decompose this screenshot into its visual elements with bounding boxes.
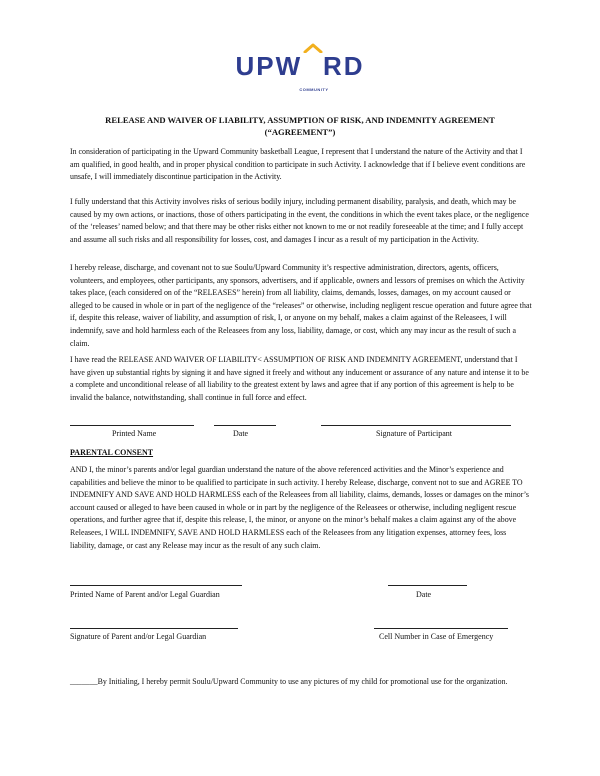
- logo-chevron-icon: [303, 43, 323, 53]
- emergency-cell-line[interactable]: [374, 628, 508, 629]
- printed-name-line[interactable]: [70, 425, 194, 426]
- title-line-2: (“AGREEMENT”): [264, 127, 336, 137]
- printed-name-caption: Printed Name: [112, 429, 157, 438]
- parental-consent-heading: PARENTAL CONSENT: [70, 448, 154, 457]
- participant-signature-caption: Signature of Participant: [376, 429, 452, 438]
- title-line-1: RELEASE AND WAIVER OF LIABILITY, ASSUMPTION OF RISK, AND INDEMNITY AGREEMENT: [105, 115, 495, 125]
- participant-signature-line[interactable]: [321, 425, 511, 426]
- guardian-date-caption: Date: [416, 590, 432, 599]
- paragraph-consideration: In consideration of participating in the Upward Community basketball League, I represent that I understand the nature of the Activity and that I am qualified, in good health, and in proper physical condition to participate in such Activity. I acknowledge that if I believe event conditions are unsafe, I will immediately discontinue participation in the Activity.: [70, 147, 526, 182]
- emergency-cell-caption: Cell Number in Case of Emergency: [379, 632, 494, 641]
- logo-subtitle: COMMUNITY: [299, 87, 329, 92]
- paragraph-acknowledgement: I have read the RELEASE AND WAIVER OF LIABILITY< ASSUMPTION OF RISK AND INDEMNITY AGREEMENT, understand that I have given up substantial rights by signing it and have signed it freely and without any inducement or assurance of any nature and intense it to be a complete and unconditional release of all liability to the greatest extent by laws and agree that if any portion of this agreement is help to be invalid the balance, notwithstanding, shall continue in full force and effect.: [70, 355, 529, 402]
- paragraph-parental-consent: AND I, the minor’s parents and/or legal guardian understand the nature of the above referenced activities and the Minor’s experience and capabilities and believe the minor to be qualified to participate in such activity. I hereby Release, discharge, convent not to sue and AGREE TO INDEMNIFY AND SAVE AND HOLD HARMLESS each of the Releasees from all liability, claims, demands, losses or damages on the minor’s account caused or alleged to have been caused in whole or in part by the negligence of the Releasees or otherwise, including negligent rescue operations, and further agree that if, despite this release, I, the minor, or anyone on the minor’s behalf makes a claim against any of the above Releasees, I WILL INDEMNIFY, SAVE AND HOLD HARMLESS each of the Releasees from any litigation expenses, attorney fees, loss liability, damage, or cast any Release may incur as the result of any such claim.: [70, 465, 529, 550]
- agreement-title: [70, 114, 530, 138]
- guardian-signature-caption: Signature of Parent and/or Legal Guardian: [70, 632, 207, 641]
- guardian-date-line[interactable]: [388, 585, 467, 586]
- guardian-printed-name-caption: Printed Name of Parent and/or Legal Guardian: [70, 590, 220, 599]
- guardian-signature-line[interactable]: [70, 628, 238, 629]
- guardian-printed-name-line[interactable]: [70, 585, 242, 586]
- date-line[interactable]: [214, 425, 276, 426]
- date-caption: Date: [233, 429, 249, 438]
- upward-logo: [0, 51, 600, 92]
- paragraph-photo-permission: _______By Initialing, I hereby permit Soulu/Upward Community to use any pictures of my child for promotional use for the organization.: [70, 677, 508, 686]
- paragraph-release: I hereby release, discharge, and covenant not to sue Soulu/Upward Community it’s respective administration, directors, agents, officers, volunteers, and employees, other participants, any sponsors, advertisers, and if applicable, owners and lessors of premises on which the Activity takes place, (each considered on of the “RELEASES” herein) from all liability, claims, demands, losses, damages, on my account caused or alleged to be caused in whole or in part of the negligence of the “releases” or otherwise, including negligent rescue operation and future agree that if, despite this release, waiver of liability, and assumption of risk, I, or anyone on my behalf, makes a claim against of the Releasees, I will indemnify, save and hold harmless each of the Releasees from any loss, liability, damage, or cost, which any may incur as the result of such a claim.: [70, 263, 532, 348]
- paragraph-risks: I fully understand that this Activity involves risks of serious bodily injury, including permanent disability, paralysis, and death, which may be caused by my own actions, or inactions, those of others participating in the event, the conditions in which the event takes place, or the negligence of the ‘releases’ named below; and that there may be other risks either not known to me or not readily foreseeable at the time; and I fully accept and assume all such risks and all responsibility for losses, cost, and damages I incur as a result of my participation in the Activity.: [70, 197, 529, 244]
- logo-wordmark: UPW RD COMMUNITY: [235, 52, 364, 80]
